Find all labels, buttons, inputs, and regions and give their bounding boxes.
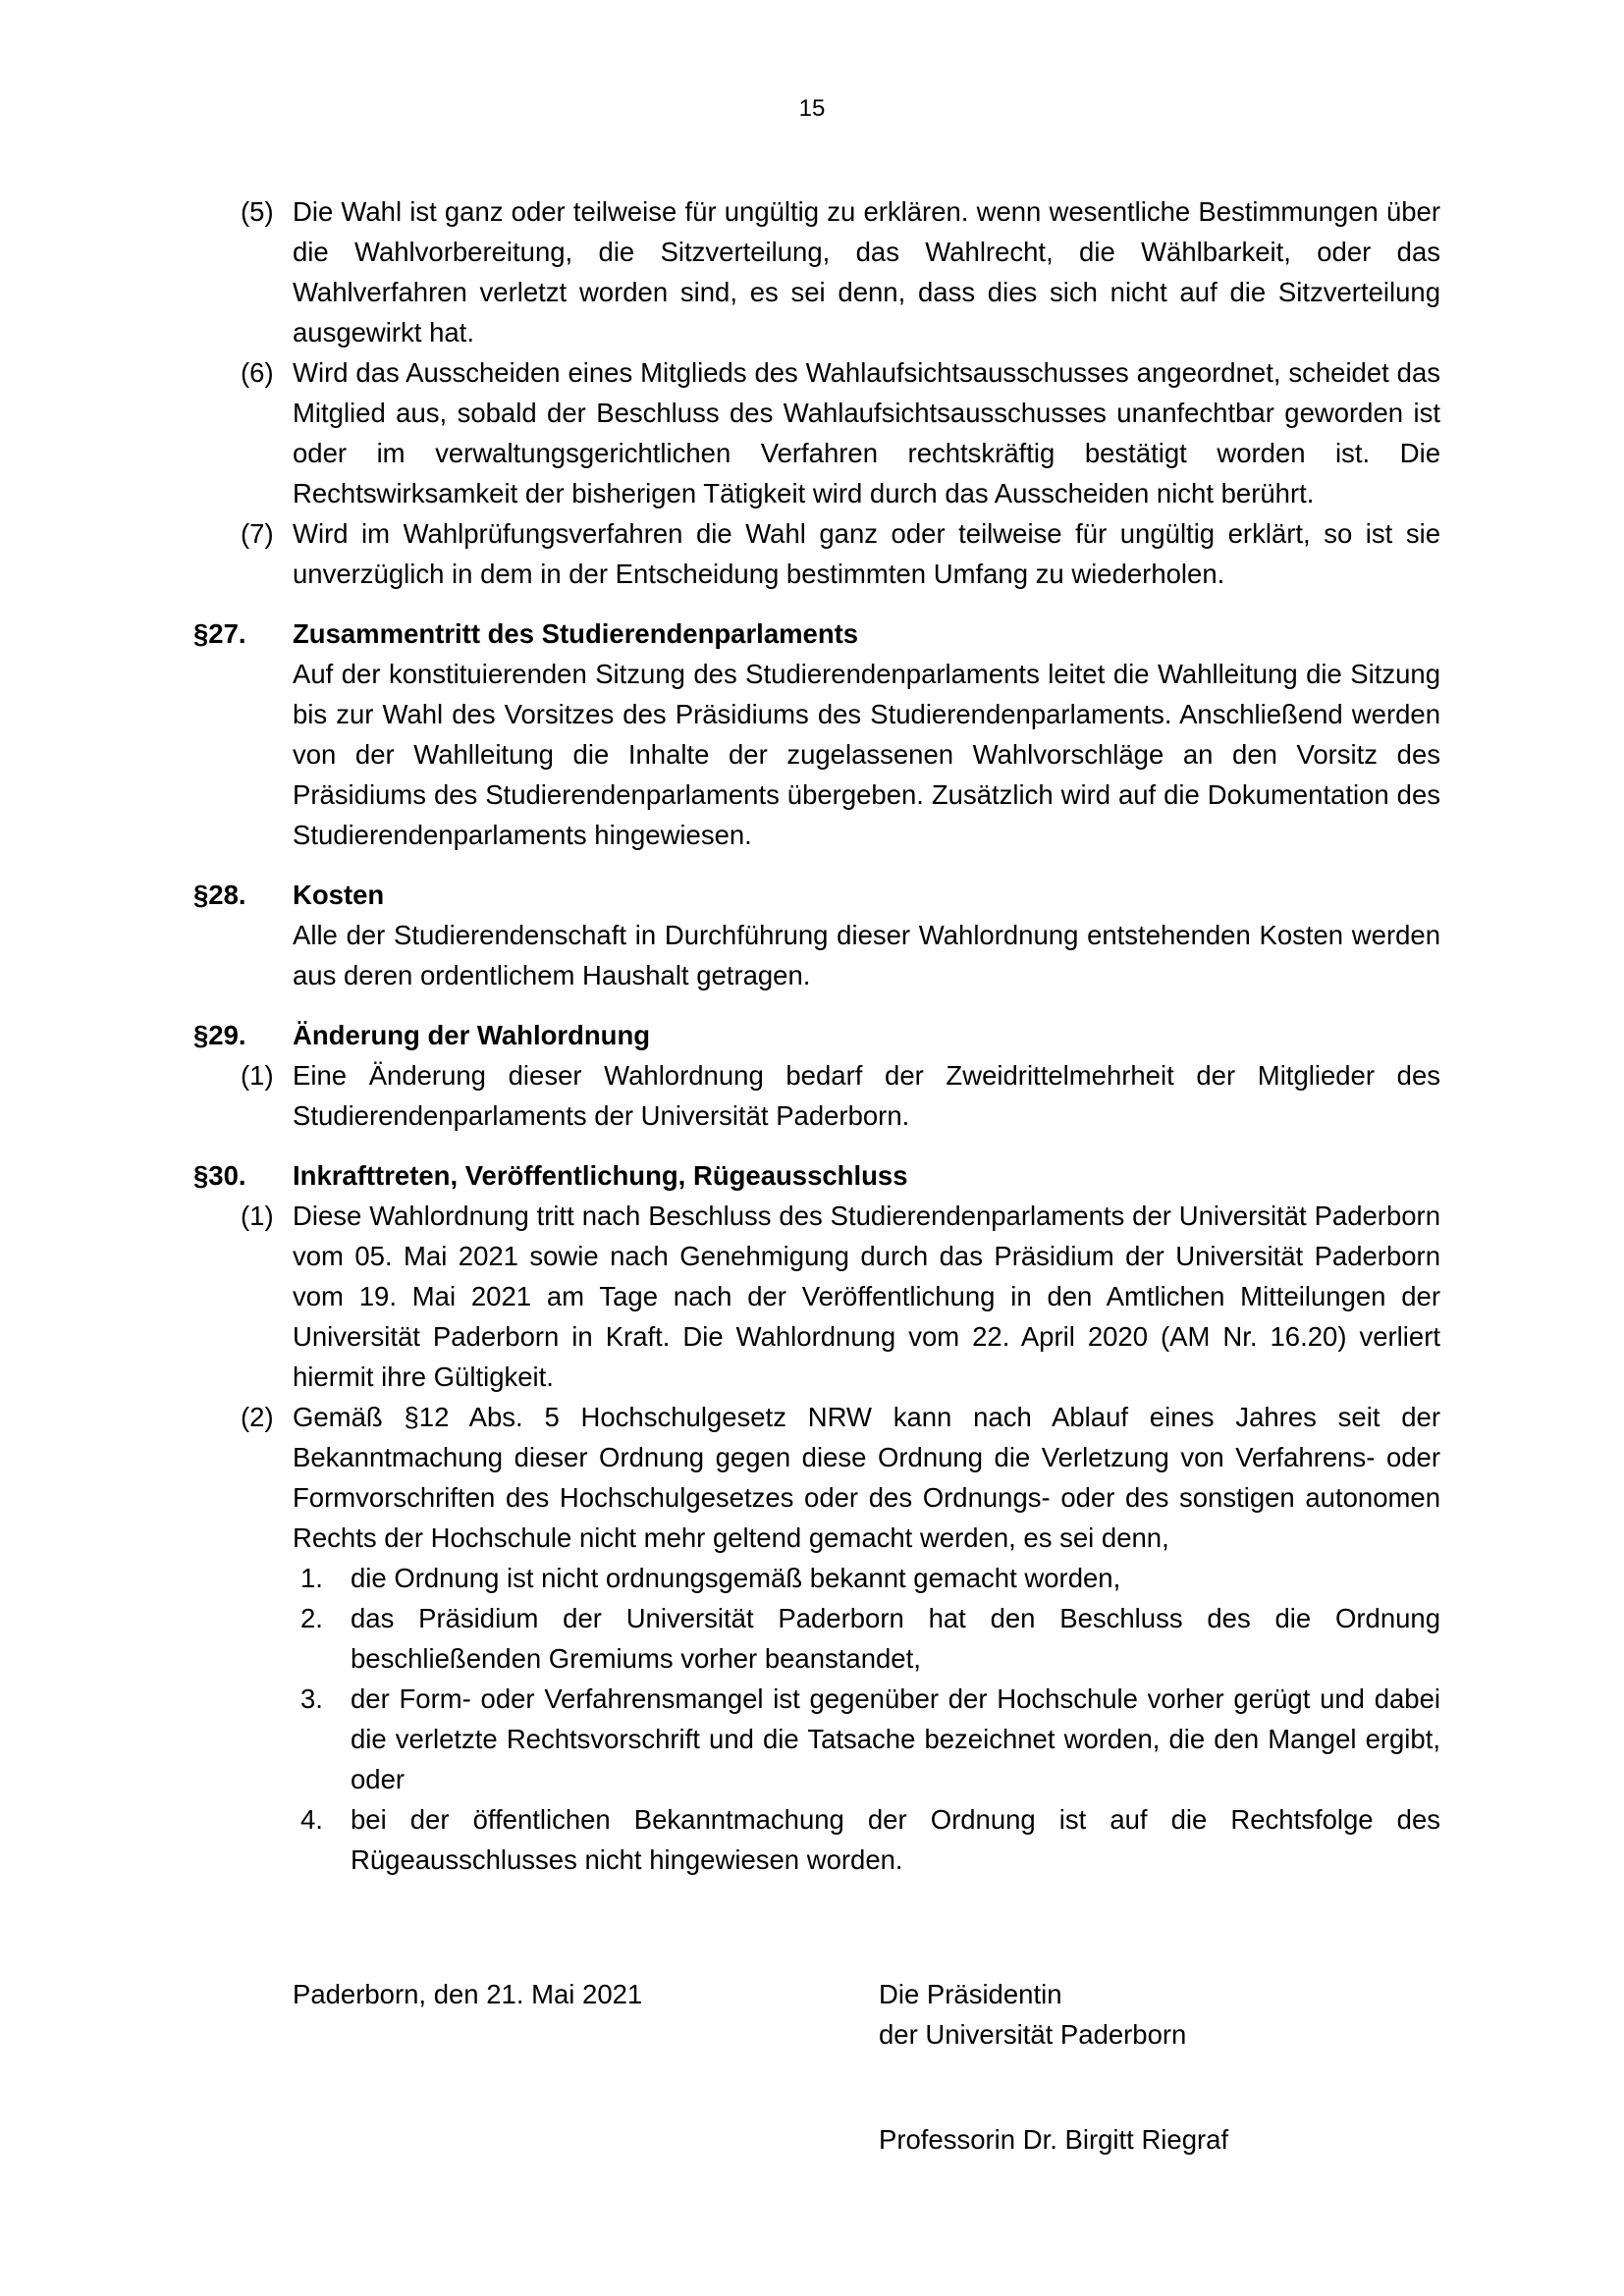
- paragraph-number: (7): [241, 518, 274, 549]
- section-title: Änderung der Wahlordnung: [293, 1020, 651, 1050]
- paragraph-item: [193, 513, 1440, 594]
- section-27: [193, 614, 1440, 855]
- section-heading: [193, 614, 1440, 654]
- section-heading: [193, 1015, 1440, 1055]
- section-body: Auf der konstituierenden Sitzung des Studierendenparlaments leitet die Wahlleitung die Sitzung bis zur Wahl des Vorsitzes des Präsidiums des Studierendenparlaments. Anschließend werden von der Wahlleitung die Inhalte der zugelassenen Wahlvorschläge an den Vorsitz des Präsidiums des Studierendenparlaments übergeben. Zusätzlich wird auf die Dokumentation des Studierendenparlaments hingewiesen.: [293, 659, 1440, 850]
- section-number: §29.: [193, 1020, 246, 1050]
- section-number: §30.: [193, 1160, 246, 1191]
- paragraph-text: Die Wahl ist ganz oder teilweise für ungültig zu erklären. wenn wesentliche Bestimmungen über die Wahlvorbereitung, die Sitzverteilung, das Wahlrecht, die Wählbarkeit, oder das Wahlverfahren verletzt worden sind, es sei denn, dass dies sich nicht auf die Sitzverteilung ausgewirkt hat.: [293, 196, 1440, 347]
- paragraph-number: (5): [241, 196, 274, 227]
- sub-list-item: [300, 1558, 1440, 1598]
- paragraph-number: (6): [241, 357, 274, 388]
- paragraph-item: [193, 191, 1440, 352]
- section-30: [193, 1155, 1440, 1880]
- signature-role-line: der Universität Paderborn: [879, 2019, 1187, 2050]
- paragraph-number: (2): [241, 1402, 274, 1432]
- sub-list-text: bei der öffentlichen Bekanntmachung der Ordnung ist auf die Rechtsfolge des Rügeausschlusses nicht hingewiesen worden.: [351, 1804, 1440, 1875]
- page-content: [193, 191, 1440, 1880]
- section-heading: [193, 875, 1440, 915]
- section-title: Inkrafttreten, Veröffentlichung, Rügeausschluss: [293, 1160, 908, 1191]
- paragraph-text: Eine Änderung dieser Wahlordnung bedarf der Zweidrittelmehrheit der Mitglieder des Studierendenparlaments der Universität Paderborn.: [293, 1060, 1440, 1131]
- paragraph-text: Wird das Ausscheiden eines Mitglieds des Wahlaufsichtsausschusses angeordnet, scheidet das Mitglied aus, sobald der Beschluss des Wahlaufsichtsausschusses unanfechtbar geworden ist oder im verwaltungsgerichtlichen Verfahren rechtskräftig bestätigt worden ist. Die Rechtswirksamkeit der bisherigen Tätigkeit wird durch das Ausscheiden nicht berührt.: [293, 357, 1440, 508]
- sub-list-number: 2.: [300, 1603, 323, 1633]
- signature-role-line: Die Präsidentin: [879, 1979, 1062, 2009]
- section-number: §27.: [193, 618, 246, 649]
- paragraph-number: (1): [241, 1060, 274, 1091]
- sub-list-text: das Präsidium der Universität Paderborn hat den Beschluss des die Ordnung beschließenden Gremiums vorher beanstandet,: [351, 1603, 1440, 1674]
- section-title: Kosten: [293, 880, 385, 910]
- section-number: §28.: [193, 880, 246, 910]
- sub-list-text: der Form- oder Verfahrensmangel ist gegenüber der Hochschule vorher gerügt und dabei die verletzte Rechtsvorschrift und die Tatsache bezeichnet worden, die den Mangel ergibt, oder: [351, 1683, 1440, 1794]
- paragraph-item: [193, 1055, 1440, 1136]
- signature-place-date: Paderborn, den 21. Mai 2021: [293, 1979, 643, 2009]
- sub-list-number: 4.: [300, 1804, 323, 1835]
- section-29: [193, 1015, 1440, 1136]
- section-28: [193, 875, 1440, 995]
- paragraph-text: Diese Wahlordnung tritt nach Beschluss des Studierendenparlaments der Universität Paderborn vom 05. Mai 2021 sowie nach Genehmigung durch das Präsidium der Universität Paderborn vom 19. Mai 2021 am Tage nach der Veröffentlichung in den Amtlichen Mitteilungen der Universität Paderborn in Kraft. Die Wahlordnung vom 22. April 2020 (AM Nr. 16.20) verliert hiermit ihre Gültigkeit.: [293, 1201, 1440, 1392]
- signature-name: Professorin Dr. Birgitt Riegraf: [879, 2124, 1229, 2155]
- section-body: Alle der Studierendenschaft in Durchführung dieser Wahlordnung entstehenden Kosten werden aus deren ordentlichem Haushalt getragen.: [293, 920, 1440, 990]
- paragraph-item: [193, 1397, 1440, 1558]
- sub-list-item: [300, 1799, 1440, 1880]
- paragraph-item: [193, 352, 1440, 513]
- sub-list: [193, 1558, 1440, 1880]
- sub-list-text: die Ordnung ist nicht ordnungsgemäß bekannt gemacht worden,: [351, 1563, 1121, 1593]
- page-number: 15: [798, 95, 826, 122]
- paragraph-item: [193, 1196, 1440, 1397]
- paragraph-list: [193, 191, 1440, 594]
- paragraph-number: (1): [241, 1201, 274, 1231]
- sub-list-number: 3.: [300, 1683, 323, 1714]
- sub-list-item: [300, 1598, 1440, 1679]
- paragraph-text: Gemäß §12 Abs. 5 Hochschulgesetz NRW kann nach Ablauf eines Jahres seit der Bekanntmachung dieser Ordnung gegen diese Ordnung die Verletzung von Verfahrens- oder Formvorschriften des Hochschulgesetzes oder des Ordnungs- oder des sonstigen autonomen Rechts der Hochschule nicht mehr geltend gemacht werden, es sei denn,: [293, 1402, 1440, 1553]
- signature-role: [879, 1974, 1186, 2055]
- section-title: Zusammentritt des Studierendenparlaments: [293, 618, 859, 649]
- sub-list-number: 1.: [300, 1563, 323, 1593]
- section-heading: [193, 1155, 1440, 1196]
- paragraph-text: Wird im Wahlprüfungsverfahren die Wahl ganz oder teilweise für ungültig erklärt, so ist sie unverzüglich in dem in der Entscheidung bestimmten Umfang zu wiederholen.: [293, 518, 1440, 589]
- sub-list-item: [300, 1679, 1440, 1799]
